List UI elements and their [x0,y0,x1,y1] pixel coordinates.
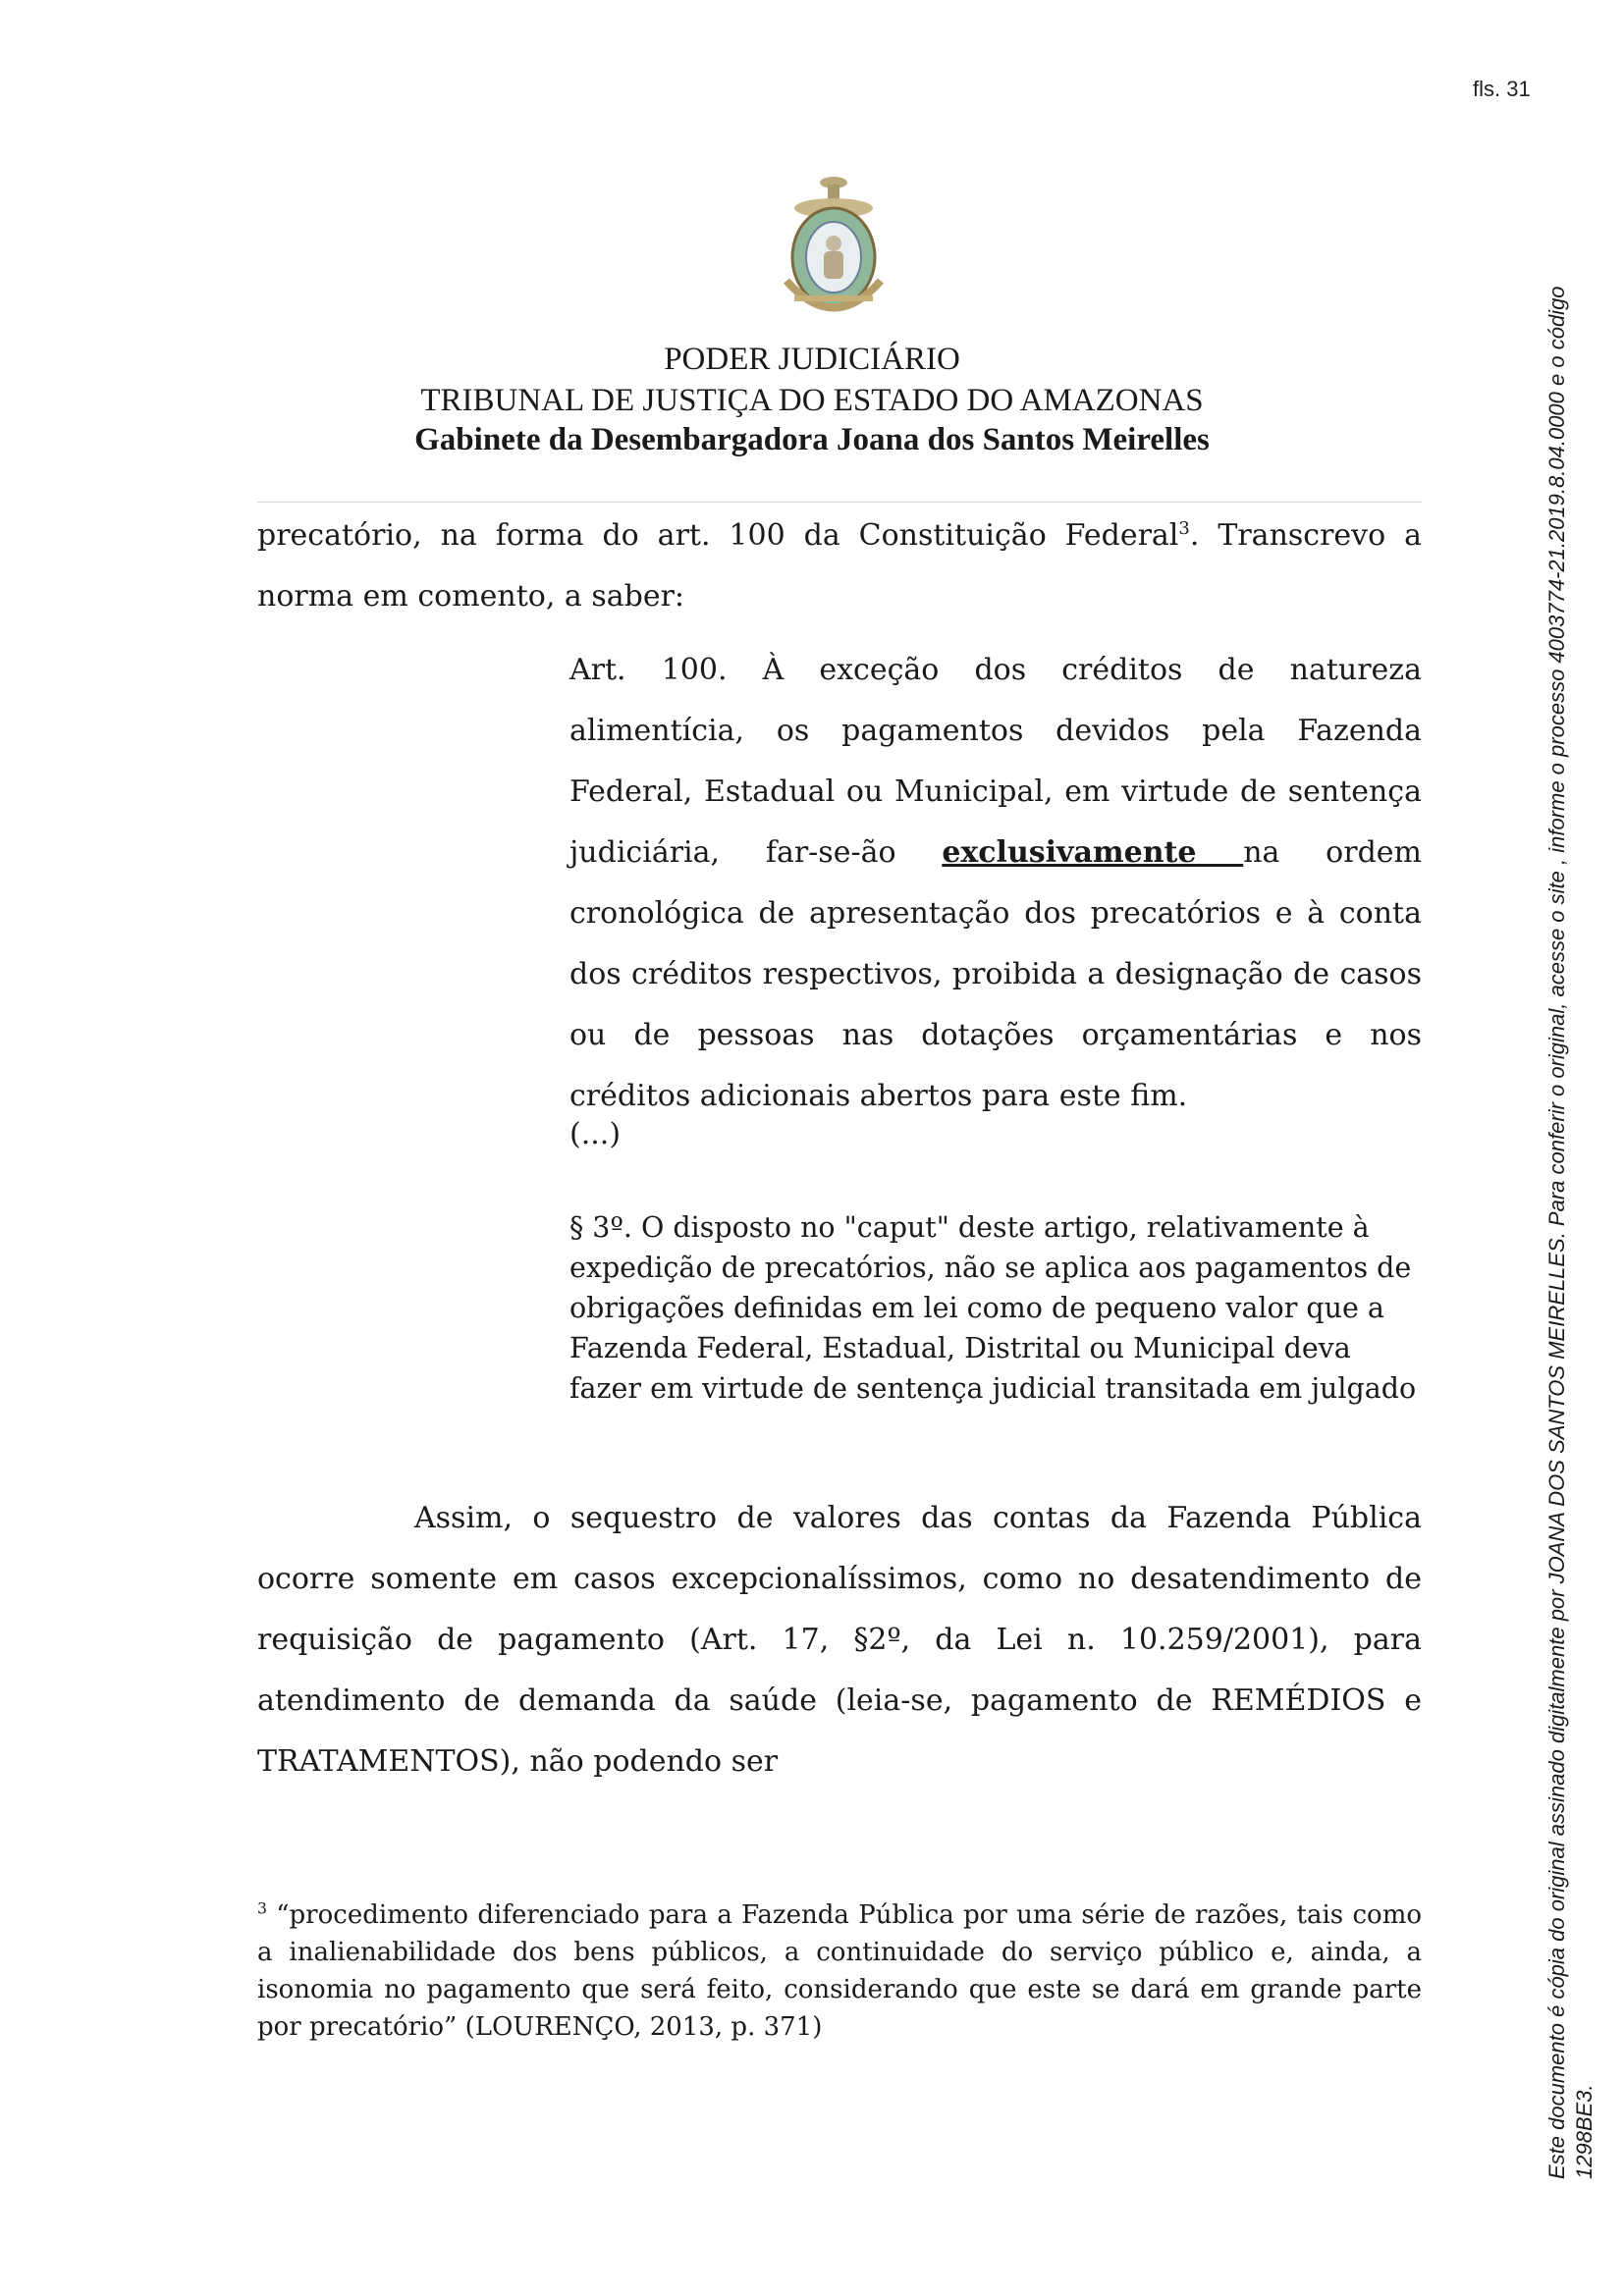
quote-paragraph-3: § 3º. O disposto no "caput" deste artigo, relativamente à expedição de precatórios, não se aplica aos pagamentos de obrigações definidas em lei como de pequeno valor que a Fazenda Federal, Estadual, Distrital ou Municipal deva fazer em virtude de sentença judicial transitada em julgado [569,1211,1417,1405]
footnote [257,1896,1422,2046]
footnote-ref: 3 [1178,518,1190,539]
header-divider [257,502,1422,503]
footnote-marker: 3 [257,1899,267,1918]
quote-art-100: Art. 100. À exceção dos créditos de natureza alimentícia, os pagamentos devidos pela Fazenda Federal, Estadual ou Municipal, em virtude de sentença judiciária, far-se-ão exclusivamente na ordem cronológica de apresentação dos precatórios e à conta dos créditos respectivos, proibida a designação de casos ou de pessoas nas dotações orçamentárias e nos créditos adicionais abertos para este fim. [569,653,1422,1113]
court-coat-of-arms-icon [769,173,898,330]
page-number: fls. 31 [1473,77,1531,101]
header-poder-judiciario: PODER JUDICIÁRIO [664,342,960,377]
header-gabinete: Gabinete da Desembargadora Joana dos Santos Meirelles [414,422,1210,457]
quote-ellipsis: (...) [569,1117,622,1151]
paragraph-sequestro: Assim, o sequestro de valores das contas da Fazenda Pública ocorre somente em casos excepcionalíssimos, como no desatendimento de requisição de pagamento (Art. 17, §2º, da Lei n. 10.259/2001), para atendimento de demanda da saúde (leia-se, pagamento de REMÉDIOS e TRATAMENTOS), não podendo ser [257,1501,1422,1779]
paragraph-intro: precatório, na forma do art. 100 da Constituição Federal$^3$. Transcrevo a norma em comento, a saber: [257,518,1423,614]
digital-signature-stamp: Este documento é cópia do original assinado digitalmente por JOANA DOS SANTOS MEIRELLES. Para conferir o original, acesse o site , informe o processo 4003774-21.2019.8.04.0000 e o código 1298BE3. [1544,286,1597,2179]
header-tribunal: TRIBUNAL DE JUSTIÇA DO ESTADO DO AMAZONAS [420,383,1204,418]
emphasis-exclusivamente: exclusivamente [942,835,1244,870]
footnote-text: “procedimento diferenciado para a Fazenda Pública por uma série de razões, tais como a inalienabilidade dos bens públicos, a continuidade do serviço público e, ainda, a isonomia no pagamento que será feito, considerando que este se dará em grande parte por precatório” (LOURENÇO, 2013, p. 371) [257,1900,1422,2042]
